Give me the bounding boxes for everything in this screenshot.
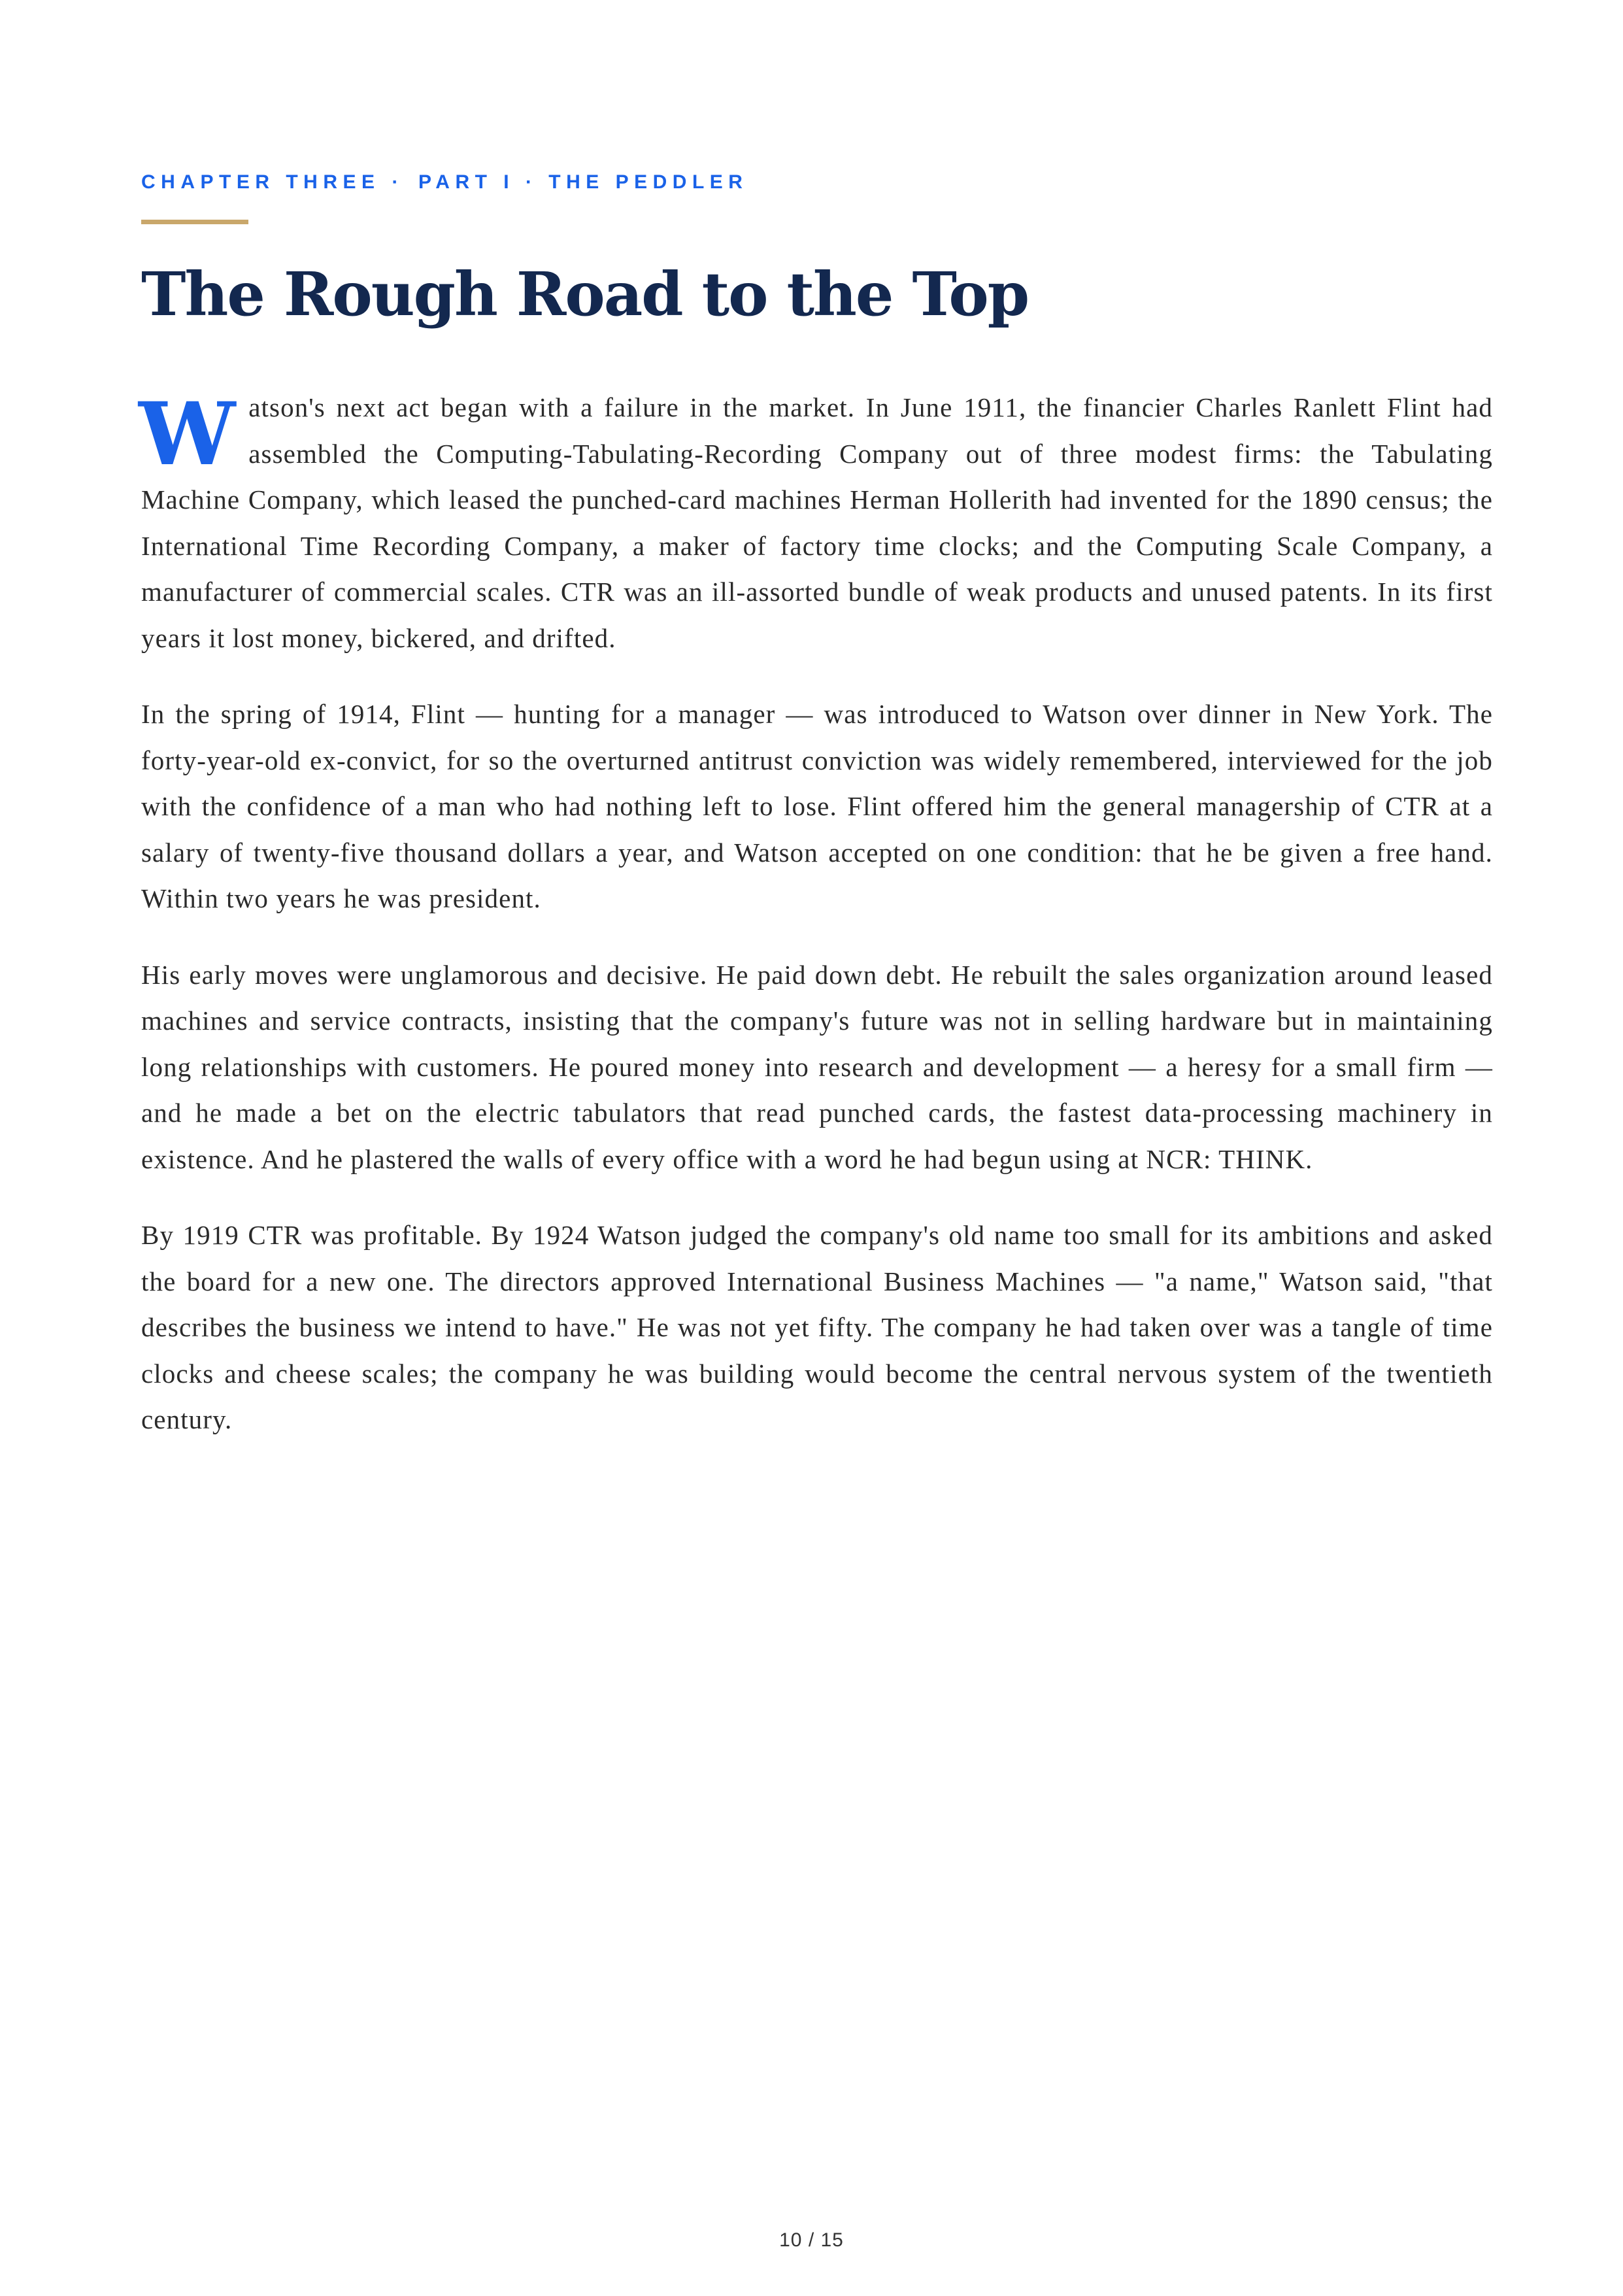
title-accent-rule — [141, 220, 248, 224]
paragraph-3: His early moves were unglamorous and decisive. He paid down debt. He rebuilt the sales organization around leased machines and service contracts, insisting that the company's future was not in selling hardware but in maintaining long relationships with customers. He poured money into research and development — a heresy for a small firm — and he made a bet on the electric tabulators that read punched cards, the fastest data-processing machinery in existence. And he plastered the walls of every office with a word he had begun using at NCR: THINK. — [141, 959, 1493, 1174]
chapter-title: The Rough Road to the Top — [141, 259, 1029, 329]
kicker-separator: · — [392, 171, 405, 193]
chapter-body — [141, 384, 1493, 1473]
chapter-label: CHAPTER THREE — [141, 171, 380, 193]
chapter-kicker — [141, 171, 748, 194]
paragraph-2: In the spring of 1914, Flint — hunting for a manager — was introduced to Watson over dinner in New York. The forty-year-old ex-convict, for so the overturned antitrust conviction was widely remembered, interviewed for the job with the confidence of a man who had nothing left to lose. Flint offered him the general managership of CTR at a salary of twenty-five thousand dollars a year, and Watson accepted on one condition: that he be given a free hand. Within two years he was president. — [141, 699, 1493, 913]
paragraph-1 — [141, 384, 1493, 661]
paragraph-4: By 1919 CTR was profitable. By 1924 Watson judged the company's old name too small for its ambitions and asked the board for a new one. The directors approved International Business Machines — "a name," Watson said, "that describes the business we intend to have." He was not yet fifty. The company he had taken over was a tangle of time clocks and cheese scales; the company he was building would become the central nervous system of the twentieth century. — [141, 1220, 1493, 1434]
drop-cap: W — [139, 384, 236, 485]
part-label: PART I · THE PEDDLER — [418, 171, 748, 193]
page-number: 10 / 15 — [779, 2229, 844, 2251]
paragraph-1-text: atson's next act began with a failure in the market. In June 1911, the financier Charles Ranlett Flint had assembled the Computing-Tabulating-Recording Company out of three modest firms: the Tabulating Machine Company, which leased the punched-card machines Herman Hollerith had invented for the 1890 census; the International Time Recording Company, a maker of factory time clocks; and the Computing Scale Company, a manufacturer of commercial scales. CTR was an ill-assorted bundle of weak products and unused patents. In its first years it lost money, bickered, and drifted. — [141, 392, 1493, 653]
